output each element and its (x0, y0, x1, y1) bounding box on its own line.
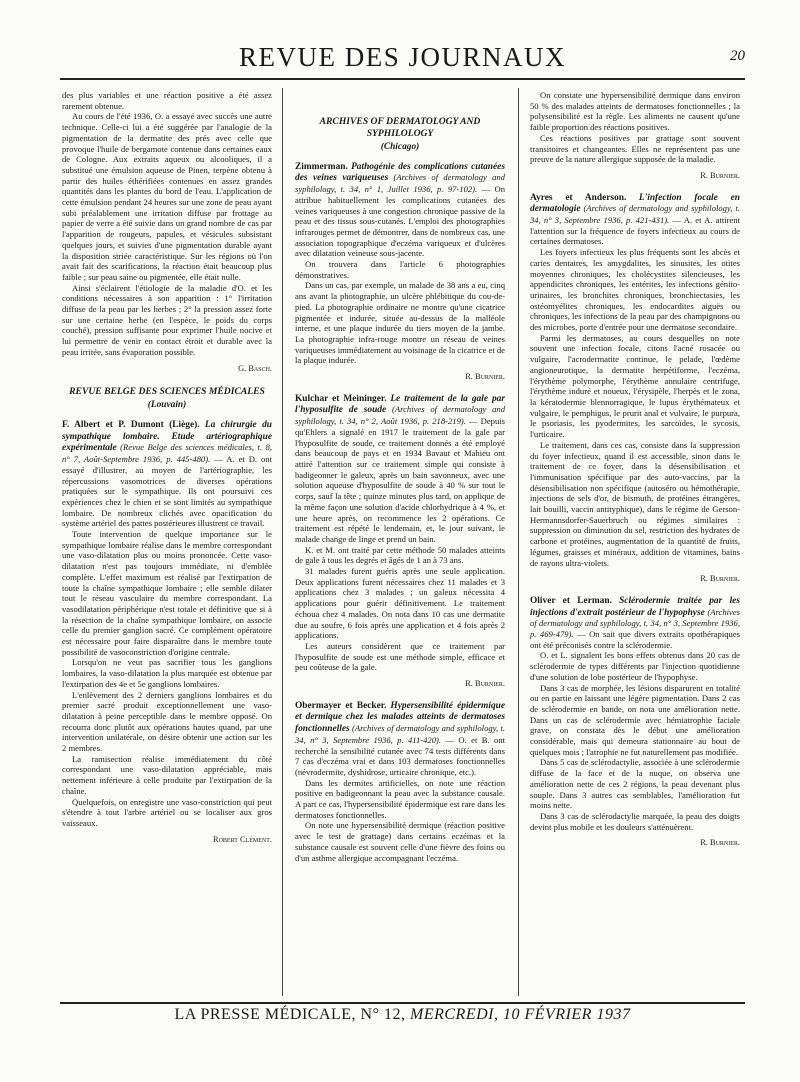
paragraph: On trouvera dans l'article 6 photographies démonstratives. (295, 259, 505, 280)
article-abstract (295, 700, 505, 778)
paragraph: Dans 5 cas de sclérodactylie, associée à une sclérodermie diffuse de la face et de la nuque, on observa une amélioration nette de ces 2 régions, la peau devenant plus souple. Dans 3 autres cas semblables, l'amélioration fut moins nette. (530, 757, 740, 811)
signature: R. Burnier. (700, 170, 740, 180)
article-abstract (62, 419, 272, 529)
article-title: L'infection focale en dermatologie (530, 192, 740, 215)
article-title: Pathogénie des complications cutanées des veines variqueuses (295, 161, 505, 184)
paragraph: Au cours de l'été 1936, O. a essayé avec succès une autre technique. Celle-ci lui a été suggérée par l'analogie de la pigmentation de la dermatite des prés avec celle que provoque l'huile de bergamote contenue dans certaines eaux de Cologne. Aux extraits aqueux ou alcooliques, il a substitué une émulsion aqueuse de Pinen, terpène obtenu à partir des huiles éthérifiées contenues en assez grandes quantités dans les plantes du bord de l'eau. L'application de cette émulsion pendant 24 heures sur une zone de peau ayant subi préalablement une irritation diffuse par frottage au papier de verre a été suivie dans un grand nombre de cas par l'apparition de rougeurs, papules, et vésicules subsistant quelques jours, et suivies d'une pigmentation durable ayant la disposition striée caractéristique. Sur les régions où l'on avait fait des scarifications, la réaction était beaucoup plus faible ; sur peau saine ou pigmentée, elle était nulle. (62, 111, 272, 282)
column-2 (295, 90, 505, 863)
signature: R. Burnier. (465, 679, 505, 689)
footer-date: MERCREDI, 10 FÉVRIER 1937 (410, 1006, 631, 1023)
signature: R. Burnier. (700, 838, 740, 848)
signature: G. Basch. (238, 363, 272, 373)
article-text: — On attribue habituellement les complications cutanées des veines variqueuses à une congestion chronique passive de la peau et des tissus sous-cutanés. L'emploi des photographies infrarouges permet de démontrer, dans de nombreux cas, une association topographique d'eczéma variqueux et d'ulcères avec dilatation veineuse sous-jacente. (295, 184, 505, 259)
paragraph: 31 malades furent guéris après une seule application. Deux applications furent nécessaires chez 11 malades et 3 applications chez 3 malades ; un galeux nécessita 4 applications pour guérir définitivement. Le traitement échoua chez 4 malades. On nota dans 10 cas une dermatite due au soufre, 6 fois après une application et 4 fois après 2 applications. (295, 566, 505, 641)
section-location: (Louvain) (147, 400, 187, 411)
article-source: (Archives of dermatology and syphilology, t. 34, n° 2, Août 1936, p. 218-219). (295, 404, 505, 427)
article-abstract (295, 393, 505, 545)
article-abstract (530, 595, 740, 651)
section-title: REVUE BELGE DES SCIENCES MÉDICALES (69, 386, 265, 398)
paragraph: Parmi les dermatoses, au cours desquelles on note souvent une infection focale, citons l'acné rosacée ou vulgaire, l'acrodermatite continue, le pelade, l'œdème angioneurotique, la dermatite herpétiforme, l'eczéma, l'érythème polymorphe, l'érythème annulaire centrifuge, l'érythème induré et noueux, l'érysipèle, l'herpès et le zona, la kératodermie blennorragique, le lupus érythémateux et vulgaire, le pemphigus, le prurit anal et vulvaire, le purpura, le psoriasis, les pyodermites, les sarcoïdes, le sycosis, l'urticaire. (530, 332, 740, 440)
article-source: (Archives of dermatology and syphilology, t. 34, n° 1, Juillet 1936, p. 97-102). (295, 172, 505, 195)
footer-journal: LA PRESSE MÉDICALE, (174, 1006, 357, 1023)
paragraph: K. et M. ont traité par cette méthode 50 malades atteints de gale à tous les degrés et âgés de 1 an à 73 ans. (295, 544, 505, 566)
paragraph: Toute intervention de quelque importance sur le sympathique lombaire réalise dans le membre correspondant une vaso-dilatation plus ou moins prononcée. Cette vaso-dilatation n'est pas toujours immédiate, ni d'emblée complète. L'effet maximum est réalisé par l'extirpation de toute la chaîne sympathique lombaire ; elle semble dilater tout le réseau vasculaire du membre correspondant. La vasodilatation périphérique n'est totale et définitive que si à la résection de la chaîne sympathique lombaire, on associe celle du premier ganglion sacré. Ce complément opératoire est nécessaire pour faire disparaître dans le membre toute possibilité de vasoconstriction d'origine centrale. (62, 529, 272, 657)
article-authors: Zimmerman. (295, 161, 348, 172)
article-title: La chirurgie du sympathique lombaire. Etude artériographique expérimentale (62, 419, 272, 454)
article-authors: Oliver et Lerman. (530, 595, 612, 606)
paragraph: Ainsi s'éclairent l'étiologie de la maladie d'O. et les conditions nécessaires à son apparition : 1° l'irritation diffuse de la peau par les herbes ; 2° la pression assez forte sur une certaine herbe (en l'espèce, le poids du corps couché), pression suffisante pour exprimer l'huile nocive et lui permettre de venir en contact étroit et durable avec la peau irritée, sans évaporation possible. (62, 282, 272, 357)
article-abstract (295, 161, 505, 259)
article-title: Hypersensibilité épidermique et dermique chez les malades atteints de dermatoses fonctionnelles (295, 700, 506, 735)
page-footer (60, 1006, 745, 1024)
column-divider-1 (282, 88, 283, 996)
article-text: — Depuis qu'Ehlers a signalé en 1917 le traitement de la gale par l'hyposulfite de soude, ce traitement donnés a été employé dans beaucoup de pays et en 1934 Bavaut et Mahieu ont attiré l'attention sur ce traitement simple qui consiste à badigeonner le galeux, après un bain savonneux, avec une solution aqueuse d'hyposulfite de soude à 40 % sur tout le corps, sauf la tête ; quinze minutes plus tard, on applique de la même façon une solution d'acide chlorhydrique à 4 %, et une heure après, on recommence les 2 opérations. Ce traitement est répété le lendemain, et, le jour suivant, le malade change de linge et prend un bain. (295, 416, 505, 544)
paragraph: Lorsqu'on ne veut pas sacrifier tous les ganglions lombaires, la vaso-dilatation la plus marquée est obtenue par l'extirpation des 4e et 5e ganglions lombaires. (62, 657, 272, 689)
column-divider-2 (518, 88, 519, 996)
section-location: (Chicago) (380, 142, 420, 152)
column-3 (530, 90, 740, 859)
paragraph: Quelquefois, on enregistre une vaso-constriction qui peut s'étendre à tout l'arbre artériel ou se localiser aux gros vaisseaux. (62, 796, 272, 828)
page-number: 20 (730, 48, 745, 64)
article-text: — O. et B. ont recherché la sensibilité cutanée avec 74 tests différents dans 7 cas d'eczéma vrai et dans 103 dermatoses fonctionnelles (névrodermite, dyshidrose, urticaire chronique, etc.). (295, 734, 505, 777)
article-source: (Archives of dermatology and syphilology, t. 34, n° 3, Septembre 1936, p. 469-479). (530, 606, 740, 640)
signature: Robert Clément. (213, 834, 272, 844)
article-authors: F. Albert et P. Dumont (Liège). (62, 419, 200, 430)
article-abstract (530, 192, 740, 248)
article-title: Le traitement de la gale par l'hyposulfite de soude (295, 393, 505, 416)
signature: R. Burnier. (700, 574, 740, 584)
footer-issue-number: N° 12, (360, 1006, 406, 1023)
paragraph: Dans 3 cas de sclérodactylie marquée, la peau des doigts devint plus mobile et les douleurs s'atténuèrent. (530, 811, 740, 832)
paragraph: On note une hypersensibilité dermique (réaction positive avec le test de grattage) dans certains eczémas et la substance causale est souvent celle d'une fièvre des foins ou d'un asthme allergique accompagnant l'eczéma. (295, 820, 505, 863)
footer-rule (60, 1002, 745, 1004)
section-title: ARCHIVES OF DERMATOLOGY AND SYPHILOLOGY (319, 116, 481, 139)
article-title: Sclérodermie traitée par les injections d'extrait postérieur de l'hypophyse (530, 595, 740, 618)
column-1 (62, 90, 272, 855)
paragraph: On constate une hypersensibilité dermique dans environ 50 % des malades atteints de dermatoses fonctionnelles ; la polysensibilité est la règle. Les aliments ne causent qu'une faible proportion des réactions positives. (530, 90, 740, 133)
article-text: — A. et D. ont essayé d'illustrer, au moyen de l'artériographie, les répercussions vasomotrices de diverses opérations pratiquées sur le sympathique. Ils ont poursuivi ces expériences chez le chien et se sont limités au sympathique lombaire. De nombreux clichés avec opacification du système artériel des pattes postérieures illustrent ce travail. (62, 454, 272, 529)
paragraph: Dans 3 cas de morphée, les lésions disparurent en totalité ou en partie en laissant une légère pigmentation. Dans 2 cas de sclérodermie en bande, on nota une amélioration nette. Dans un cas de sclérodermie avec hémiatrophie faciale grave, on constata dès le début une amélioration considérable, mais qui demeura stationnaire au bout de quelques mois ; l'atrophie ne fut naturellement pas modifiée. (530, 682, 740, 757)
paragraph: Le traitement, dans ces cas, consiste dans la suppression du foyer infectieux, quand il est accessible, sinon dans le traitement de ce foyer, dans la désensibilisation et l'immunisation spécifique par des auto-vaccins, par la désensibilisation non spécifique (autosérо ou hémothérapie, injections de sels d'or, de bismuth, de protéines étrangères, lait bouilli, vaccin antityphique), dans le régime de Gerson-Hermannsdorfer-Sauerbruch ou régimes similaires : suppression ou diminution du sel, restriction des hydrates de carbone et protéines, augmentation de la quantité de fruits, légumes, graisses et minéraux, addition de vitamines, bains de rayons ultra-violets. (530, 439, 740, 568)
article-source: (Revue Belge des sciences médicales, t. 8, n° 7, Août-Septembre 1936, p. 445-480). (62, 442, 272, 465)
article-authors: Kulchar et Meininger. (295, 393, 387, 404)
article-text: — On sait que divers extraits opothérapiques ont été préconisés contre la sclérodermie. (530, 629, 740, 650)
paragraph: Les foyers infectieux les plus fréquents sont les abcès et caries dentaires, les amygdalites, les sinusites, les otites moyennes chroniques, les cholécystites silencieuses, les appendicites chroniques, les entérites, les infections génito-urinaires, les bronchites chroniques, bronchiectasies, les ostéomyélites chroniques, les endocardites aiguës ou chroniques, les infections de la peau par des champignons ou des microbes, porte d'entrée pour une dermatose secondaire. (530, 247, 741, 333)
page-header (60, 38, 745, 74)
running-title: REVUE DES JOURNAUX (238, 42, 566, 72)
header-rule (60, 78, 745, 80)
article-source: (Archives of dermatology and syphilology, t. 34, n° 3, Septembre 1936, p. 421-431). (530, 203, 740, 226)
paragraph: Ces réactions positives par grattage sont souvent transitoires et changeantes. Elles ne représentent pas une preuve de la nature allergique supposée de la maladie. (530, 132, 740, 165)
article-authors: Ayres et Anderson. (530, 192, 627, 203)
article-source: (Archives of dermatology and syphilology, t. 34, n° 3, Septembre 1936, p. 411-420). (295, 723, 505, 745)
paragraph: Dans un cas, par exemple, un malade de 38 ans a eu, cinq ans avant la photographie, un ulcère phlébitique du cou-de-pied. La photographie ordinaire ne montre qu'une cicatrice pigmentée et indurée, située au-dessus de la malléole interne, et une plaque indurée du tiers moyen de la jambe. La photographie infra-rouge montre un réseau de veines variqueuses immédiatement au voisinage de la cicatrice et de la plaque indurée. (295, 280, 505, 366)
paragraph: O. et L. signalent les bons effets obtenus dans 20 cas de sclérodermie de types différents par l'injection quotidienne d'une solution de lobe postérieur de l'hypophyse. (530, 650, 740, 682)
paragraph: Dans les dermites artificielles, on note une réaction positive en badigeonnant la peau avec la substance causale. A part ce cas, l'hypersensibilité épidermique est rare dans les dermatoses fonctionnelles. (295, 777, 505, 820)
paragraph: des plus variables et une réaction positive a été assez rarement obtenue. (62, 90, 272, 111)
paragraph: L'enlèvement des 2 derniers ganglions lombaires et du premier sacré produit exceptionnellement une vaso-dilatation à peine perceptible dans le membre opposé. On recourra donc plutôt aux opérations hautes quand, par une intervention unilatérale, on désire obtenir une action sur les 2 membres. (62, 689, 272, 754)
paragraph: La ramisection réalise immédiatement du côté correspondant une vaso-dilatation appréciable, mais nettement inférieure à celle produite par l'extirpation de la chaîne. (62, 753, 272, 796)
signature: R. Burnier. (465, 372, 505, 382)
paragraph: Les auteurs considèrent que ce traitement par l'hyposulfite de soude est une méthode simple, efficace et peu coûteuse de la gale. (295, 640, 505, 673)
article-text: — A. et A. attirent l'attention sur la fréquence de foyers infectieux au cours de certaines dermatoses. (530, 215, 741, 247)
article-authors: Obermayer et Becker. (295, 700, 387, 711)
